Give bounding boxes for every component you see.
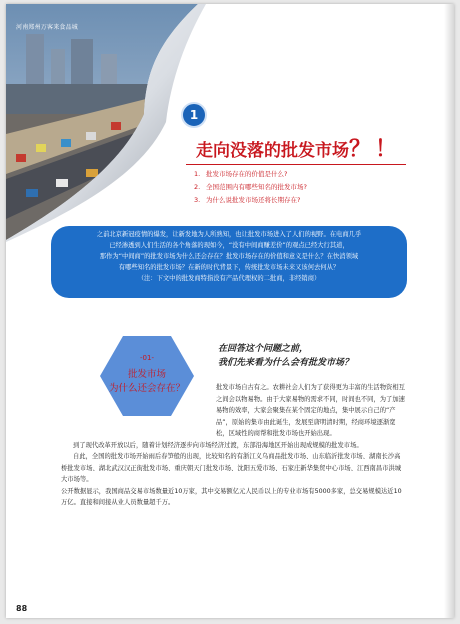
lead-line-2: 我们先来看为什么会有批发市场？ xyxy=(218,358,354,368)
intro-line: 有哪些知名的批发市场？在新的时代背景下，传统批发市场未来又该何去何从？ xyxy=(118,264,340,271)
intro-note: （注：下文中的批发商特指没有产品代理权的二批商，非经销商） xyxy=(137,275,321,282)
intro-line: 那作为“中间商”的批发市场为什么还会存在？批发市场存在的价值和意义是什么？在快消领域 xyxy=(99,253,359,260)
body-paragraph: 批发市场自古有之。农耕社会人们为了获得更为丰富的生活物资相互之间会以物易物。由于大家易物的需求不同，时间也不同，为了加速易物的效率，大家会聚集在某个固定的地点，集中展示自己的“产品”，原始的集市由此诞生，发展至唐明清时期，经商环境逐渐宽松，区域性的商帮和批发市场也开始出现。 xyxy=(216,384,405,437)
intro-box xyxy=(51,226,407,298)
question-text: 全国范围内有哪些知名的批发市场? xyxy=(206,183,307,191)
lead-question xyxy=(218,342,353,370)
section-title-text: 走向没落的批发市场 xyxy=(196,141,349,161)
section-number-badge: 1 xyxy=(181,102,207,128)
question-number: 1. xyxy=(194,170,201,178)
question-text: 批发市场存在的价值是什么? xyxy=(206,170,288,178)
page xyxy=(6,4,454,618)
intro-line: 已经渗透到人们生活的各个角落的现如今，“没有中间商赚差价”的观点已经大行其道， xyxy=(109,242,349,249)
question-item xyxy=(194,181,307,194)
section-title xyxy=(196,132,401,163)
corner-label: 河南郑州万客来食品城 xyxy=(16,24,79,31)
body-paragraph: 公开数据显示，我国商品交易市场数量近10万家，其中交易额亿元人民币以上的专业市场有5000多家，总交易规模达近10万亿。直接和间接从业人员数量超千万。 xyxy=(61,487,402,506)
intro-line: 之前北京新冠疫情的爆发，让新发地为人所熟知，也让批发市场进入了人们的视野。在电商几乎 xyxy=(96,231,362,238)
lead-line-1: 在回答这个问题之前， xyxy=(218,344,309,354)
body-paragraph: 到了现代改革开放以后，随着计划经济逐步向市场经济过渡，东部沿海地区开始出现成规模的批发市场。 xyxy=(73,441,363,449)
question-text: 为什么说批发市场还将长期存在? xyxy=(206,196,301,204)
question-number: 2. xyxy=(194,183,201,191)
market-photo-illustration xyxy=(6,4,206,242)
question-item xyxy=(194,194,307,207)
question-number: 3. xyxy=(194,196,201,204)
section-title-marks: ？！ xyxy=(349,137,402,162)
question-item xyxy=(194,168,307,181)
title-divider xyxy=(186,164,406,165)
body-paragraph: 自此，全国的批发市场开始雨后春笋般的出现，比较知名的有浙江义乌商品批发市场、山东临沂批发市场、湖南长沙高桥批发市场、湖北武汉汉正街批发市场、重庆朝天门批发市场、沈阳五爱市场、石家庄新华集贸中心市场、江西南昌市洪城大市场等。 xyxy=(61,453,402,483)
hexagon-subtitle: -01- xyxy=(140,354,154,362)
question-list xyxy=(194,168,307,207)
hexagon-line-2: 为什么还会存在？ xyxy=(108,383,185,394)
hexagon-line-1: 批发市场 xyxy=(127,369,166,380)
market-photo-page-curl xyxy=(6,4,206,242)
page-spine-shadow xyxy=(444,4,454,618)
page-number: 88 xyxy=(16,604,28,613)
body-text xyxy=(61,382,406,509)
